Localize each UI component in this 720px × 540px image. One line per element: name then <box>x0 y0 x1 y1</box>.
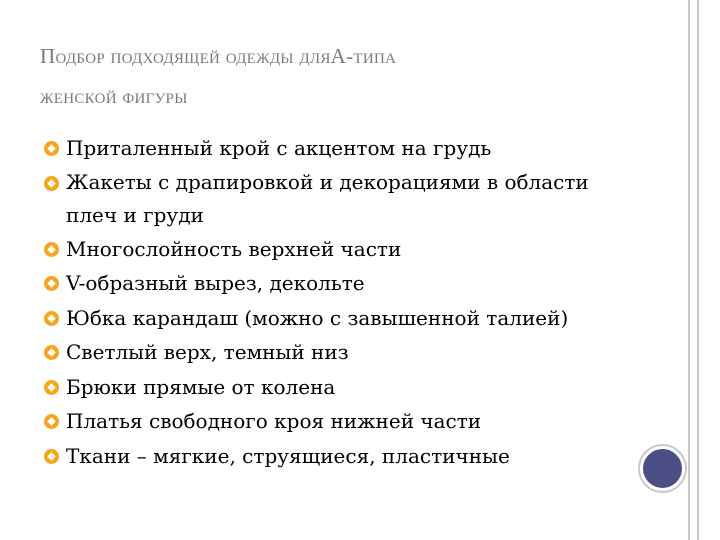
bullet-text: Брюки прямые от колена <box>66 374 336 399</box>
bullet-text: Многослойность верхней части <box>66 236 402 261</box>
bullet-item <box>44 301 644 336</box>
slide-title-highlight: А-типа <box>330 44 397 68</box>
bullet-item <box>44 266 644 301</box>
bullet-list <box>44 131 644 473</box>
bullet-text: Жакеты с драпировкой и декорациями в области плеч и груди <box>66 169 589 227</box>
diamond-in-circle-icon <box>44 176 59 191</box>
bullet-item <box>44 404 644 439</box>
decorative-circle <box>640 446 685 491</box>
diamond-in-circle-icon <box>44 449 59 464</box>
bullet-item <box>44 370 644 405</box>
bullet-text: Светлый верх, темный низ <box>66 340 349 364</box>
bullet-text: Приталенный крой с акцентом на грудь <box>66 136 492 160</box>
bullet-item <box>44 232 644 267</box>
diamond-in-circle-icon <box>44 242 59 257</box>
slide-title-prefix: Подбор подходящей одежды для <box>40 44 331 68</box>
bullet-text: V-образный вырез, декольте <box>66 271 365 295</box>
diamond-in-circle-icon <box>44 311 59 326</box>
diamond-in-circle-icon <box>44 345 59 360</box>
bullet-text: Платья свободного кроя нижней части <box>66 409 482 433</box>
slide-title-line-1 <box>40 36 640 76</box>
decorative-rail-right <box>697 0 699 540</box>
diamond-in-circle-icon <box>44 141 59 156</box>
bullet-item <box>44 166 644 232</box>
bullet-item <box>44 335 644 370</box>
bullet-item <box>44 439 644 474</box>
slide-title-line-2: женской фигуры <box>40 84 188 108</box>
diamond-in-circle-icon <box>44 414 59 429</box>
bullet-item <box>44 131 644 166</box>
diamond-in-circle-icon <box>44 380 59 395</box>
diamond-in-circle-icon <box>44 276 59 291</box>
slide-title <box>40 36 640 116</box>
bullet-text: Юбка карандаш (можно с завышенной талией) <box>66 305 569 330</box>
bullet-text: Ткани – мягкие, струящиеся, пластичные <box>66 443 510 468</box>
decorative-rail-left <box>688 0 690 540</box>
